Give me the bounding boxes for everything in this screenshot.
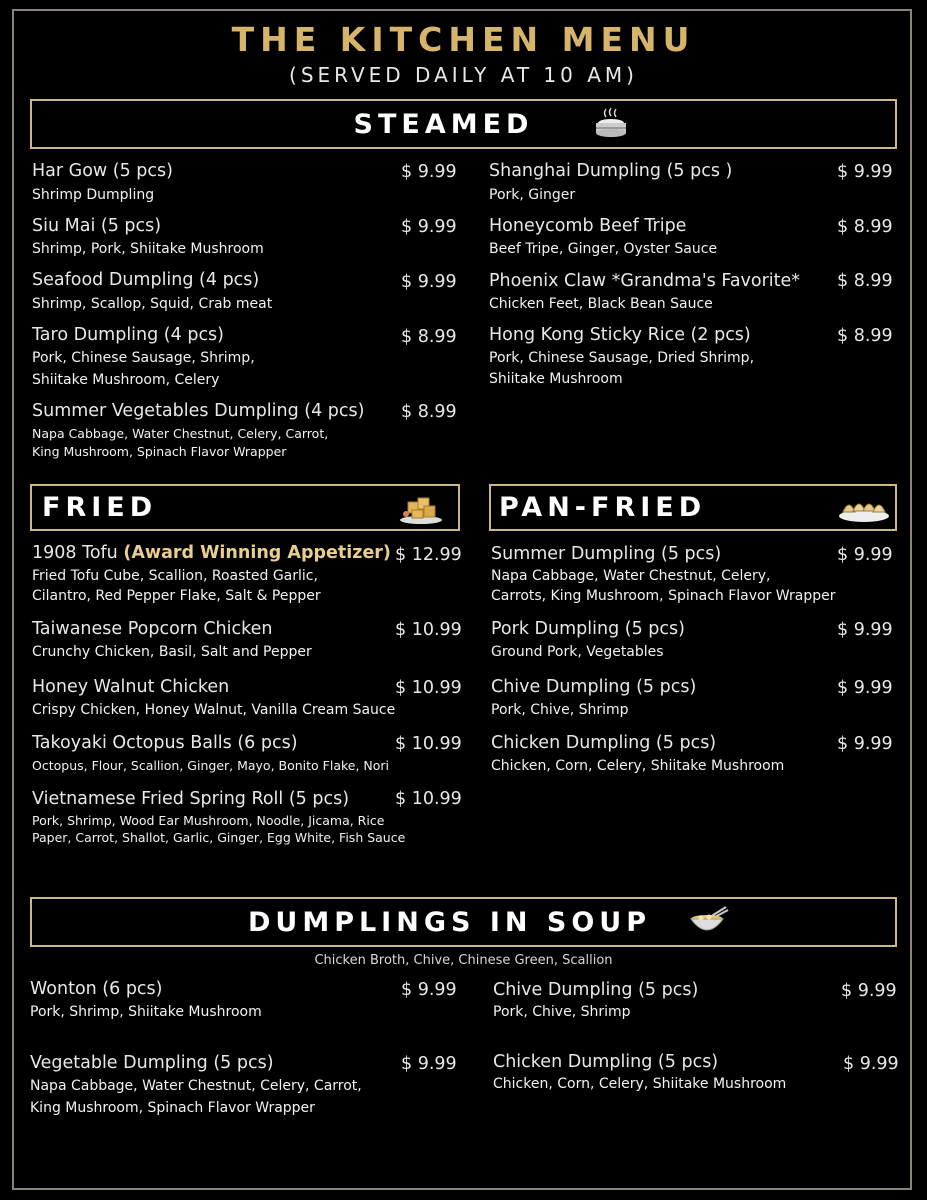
- item-price: $ 8.99: [837, 326, 893, 346]
- item-name: Vietnamese Fried Spring Roll (5 pcs): [32, 789, 350, 809]
- steamed-section-header: [30, 99, 897, 149]
- item-description: Shiitake Mushroom, Celery: [32, 372, 220, 388]
- item-price: $ 9.99: [401, 1054, 457, 1074]
- item-price: $ 8.99: [837, 271, 893, 291]
- section-title: STEAMED: [353, 108, 534, 140]
- item-description: Beef Tripe, Ginger, Oyster Sauce: [489, 241, 718, 257]
- item-name: Seafood Dumpling (4 pcs): [32, 270, 260, 290]
- item-name: Vegetable Dumpling (5 pcs): [30, 1053, 274, 1073]
- item-price: $ 9.99: [837, 678, 893, 698]
- item-price: $ 9.99: [401, 217, 457, 237]
- item-name: Summer Dumpling (5 pcs): [491, 544, 722, 564]
- item-description: Shrimp, Pork, Shiitake Mushroom: [32, 241, 264, 257]
- item-description: Pork, Chive, Shrimp: [493, 1004, 631, 1020]
- item-description: King Mushroom, Spinach Flavor Wrapper: [30, 1100, 315, 1116]
- item-name: Taro Dumpling (4 pcs): [32, 325, 225, 345]
- item-price: $ 9.99: [401, 162, 457, 182]
- item-price: $ 10.99: [395, 678, 462, 698]
- item-description: Crispy Chicken, Honey Walnut, Vanilla Cream Sauce: [32, 702, 396, 718]
- item-name: Phoenix Claw *Grandma's Favorite*: [489, 271, 801, 291]
- item-name: Summer Vegetables Dumpling (4 pcs): [32, 401, 365, 421]
- item-price: $ 9.99: [837, 545, 893, 565]
- item-price: $ 10.99: [395, 620, 462, 640]
- item-name: Siu Mai (5 pcs): [32, 216, 162, 236]
- item-price: $ 10.99: [395, 734, 462, 754]
- item-description: Shrimp Dumpling: [32, 187, 155, 203]
- soup-bowl-icon: [688, 905, 730, 943]
- item-name: Chive Dumpling (5 pcs): [491, 677, 697, 697]
- item-price: $ 9.99: [837, 734, 893, 754]
- item-name: Takoyaki Octopus Balls (6 pcs): [32, 733, 298, 753]
- item-price: $ 9.99: [841, 981, 897, 1001]
- item-name: Chive Dumpling (5 pcs): [493, 980, 699, 1000]
- item-description: Pork, Shrimp, Shiitake Mushroom: [30, 1004, 262, 1020]
- soup-section-header: [30, 897, 897, 947]
- item-description: Cilantro, Red Pepper Flake, Salt & Pepper: [32, 588, 321, 604]
- item-name: Honeycomb Beef Tripe: [489, 216, 687, 236]
- item-description: Shiitake Mushroom: [489, 371, 623, 387]
- item-description: Crunchy Chicken, Basil, Salt and Pepper: [32, 644, 312, 660]
- item-description: Pork, Shrimp, Wood Ear Mushroom, Noodle, Jicama, Rice: [32, 813, 385, 828]
- item-description: Chicken Feet, Black Bean Sauce: [489, 296, 713, 312]
- item-description: Ground Pork, Vegetables: [491, 644, 664, 660]
- item-price: $ 8.99: [401, 327, 457, 347]
- fried-section-header: [30, 484, 460, 531]
- item-name: Har Gow (5 pcs): [32, 161, 173, 181]
- pan-fried-section-header: [489, 484, 897, 531]
- item-name: [32, 543, 391, 563]
- item-price: $ 9.99: [837, 620, 893, 640]
- item-name: Wonton (6 pcs): [30, 979, 163, 999]
- soup-broth-note: Chicken Broth, Chive, Chinese Green, Scallion: [314, 953, 613, 968]
- item-name: Shanghai Dumpling (5 pcs ): [489, 161, 733, 181]
- item-description: Chicken, Corn, Celery, Shiitake Mushroom: [491, 758, 785, 774]
- item-description: Pork, Chinese Sausage, Dried Shrimp,: [489, 350, 755, 366]
- item-description: Chicken, Corn, Celery, Shiitake Mushroom: [493, 1076, 787, 1092]
- item-name: Pork Dumpling (5 pcs): [491, 619, 685, 639]
- item-description: Pork, Chive, Shrimp: [491, 702, 629, 718]
- item-description: Napa Cabbage, Water Chestnut, Celery, Carrot,: [32, 426, 329, 441]
- item-name: Chicken Dumpling (5 pcs): [493, 1052, 719, 1072]
- item-name: Chicken Dumpling (5 pcs): [491, 733, 717, 753]
- item-price: $ 10.99: [395, 789, 462, 809]
- item-name: Hong Kong Sticky Rice (2 pcs): [489, 325, 751, 345]
- section-title: DUMPLINGS IN SOUP: [247, 906, 651, 938]
- fried-tofu-icon: [398, 490, 444, 530]
- item-description: Pork, Ginger: [489, 187, 576, 203]
- award-highlight: (Award Winning Appetizer): [123, 543, 391, 563]
- item-description: Napa Cabbage, Water Chestnut, Celery,: [491, 568, 771, 584]
- item-description: Carrots, King Mushroom, Spinach Flavor Wrapper: [491, 588, 836, 604]
- item-price: $ 9.99: [401, 272, 457, 292]
- section-title: FRIED: [42, 492, 158, 523]
- item-description: Fried Tofu Cube, Scallion, Roasted Garlic,: [32, 568, 318, 584]
- item-description: Paper, Carrot, Shallot, Garlic, Ginger, Egg White, Fish Sauce: [32, 830, 406, 845]
- section-title: PAN-FRIED: [499, 492, 707, 523]
- item-name: Honey Walnut Chicken: [32, 677, 230, 697]
- item-description: King Mushroom, Spinach Flavor Wrapper: [32, 444, 287, 459]
- item-description: Napa Cabbage, Water Chestnut, Celery, Carrot,: [30, 1078, 362, 1094]
- item-description: Octopus, Flour, Scallion, Ginger, Mayo, Bonito Flake, Nori: [32, 758, 390, 773]
- item-price: $ 8.99: [401, 402, 457, 422]
- menu-subtitle: (SERVED DAILY AT 10 AM): [289, 63, 638, 87]
- item-price: $ 8.99: [837, 217, 893, 237]
- item-price: $ 9.99: [837, 162, 893, 182]
- item-price: $ 12.99: [395, 545, 462, 565]
- item-name-text: 1908 Tofu: [32, 543, 118, 563]
- item-price: $ 9.99: [401, 980, 457, 1000]
- item-description: Shrimp, Scallop, Squid, Crab meat: [32, 296, 273, 312]
- item-price: $ 9.99: [843, 1054, 899, 1074]
- item-description: Pork, Chinese Sausage, Shrimp,: [32, 350, 255, 366]
- item-name: Taiwanese Popcorn Chicken: [32, 619, 273, 639]
- steamer-basket-icon: [592, 107, 630, 145]
- potstickers-icon: [837, 492, 891, 528]
- menu-title: THE KITCHEN MENU: [231, 20, 696, 59]
